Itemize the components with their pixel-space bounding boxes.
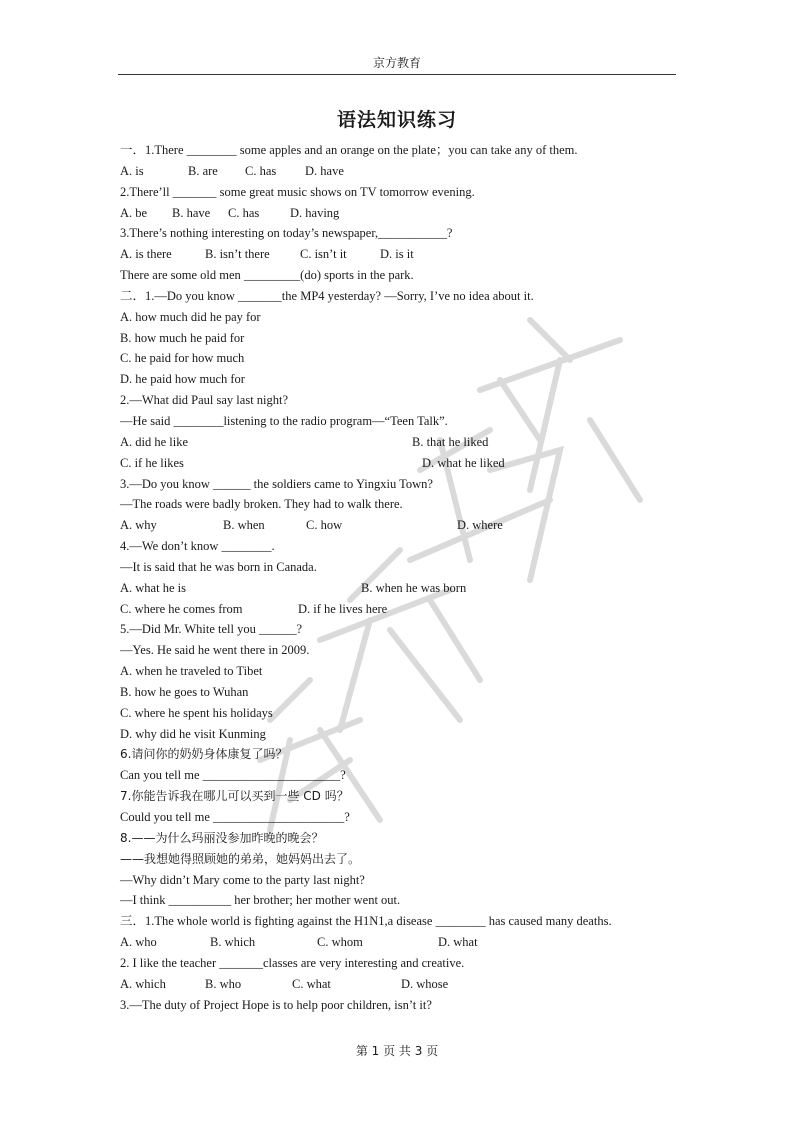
answer-option: D. where [457, 518, 503, 533]
answer-option: D. if he lives here [298, 601, 388, 616]
exercise-line [120, 578, 700, 599]
answer-option: D. have [305, 163, 344, 178]
exercise-line [120, 432, 700, 453]
exercise-line: B. how he goes to Wuhan [120, 684, 249, 699]
answer-option: D. whose [401, 976, 449, 991]
exercise-line: 6.请问你的奶奶身体康复了吗？ [120, 747, 288, 762]
answer-option: C. has [245, 163, 277, 178]
answer-option: B. which [210, 935, 256, 950]
answer-option: B. have [172, 205, 211, 220]
page-footer: 第 1 页 共 3 页 [355, 1044, 439, 1058]
exercise-line: ——我想她得照顾她的弟弟，她妈妈出去了。 [120, 851, 361, 866]
answer-option: A. did he like [120, 434, 189, 449]
page-header [118, 56, 676, 75]
exercise-line: 7.你能告诉我在哪儿可以买到一些 CD 吗？ [120, 789, 349, 804]
exercise-line: Could you tell me _____________________? [120, 810, 350, 824]
answer-option: D. having [290, 205, 340, 220]
exercise-line: 3.—Do you know ______ the soldiers came to Yingxiu Town? [120, 476, 433, 491]
answer-option: A. why [120, 518, 157, 533]
exercise-line: —Yes. He said he went there in 2009. [120, 643, 310, 658]
exercise-line [120, 161, 700, 182]
exercise-line: 4.—We don’t know ________. [120, 539, 275, 554]
exercise-line: C. he paid for how much [120, 351, 245, 366]
answer-option: B. that he liked [412, 434, 489, 449]
answer-option: C. what [292, 976, 331, 991]
answer-option: B. when he was born [361, 580, 467, 595]
exercise-line [120, 599, 700, 620]
answer-option: B. when [223, 518, 265, 533]
answer-option: A. what he is [120, 580, 186, 595]
answer-option: B. isn’t there [205, 247, 270, 262]
answer-option: A. is [120, 163, 144, 178]
page-title: 语法知识练习 [336, 109, 457, 131]
answer-option: A. who [120, 935, 157, 950]
answer-option: C. has [228, 205, 260, 220]
exercise-line: 8.——为什么玛丽没参加昨晚的晚会？ [120, 830, 324, 845]
exercise-line: C. where he spent his holidays [120, 705, 273, 720]
answer-option: C. where he comes from [120, 601, 243, 616]
exercise-line: 3.There’s nothing interesting on today’s newspaper,___________? [120, 226, 453, 241]
exercise-line [120, 203, 700, 224]
answer-option: D. what [438, 935, 478, 950]
exercise-line: D. why did he visit Kunming [120, 726, 266, 741]
answer-option: B. who [205, 976, 242, 991]
exercise-line: 2.—What did Paul say last night? [120, 393, 289, 408]
exercise-line: 二．1.—Do you know _______the MP4 yesterday? —Sorry, I’ve no idea about it. [120, 288, 534, 303]
exercise-line: 2. I like the teacher _______classes are very interesting and creative. [120, 955, 465, 970]
exercise-line: 三．1.The whole world is fighting against the H1N1,a disease ________ has caused many deaths. [120, 914, 612, 929]
exercise-line: D. he paid how much for [120, 372, 245, 387]
header-brand: 京方教育 [372, 56, 421, 70]
answer-option: C. whom [317, 935, 363, 950]
answer-option: C. isn’t it [300, 247, 347, 262]
answer-option: C. how [306, 518, 343, 533]
exercise-line [120, 515, 700, 536]
exercise-line: There are some old men _________(do) sports in the park. [120, 268, 414, 283]
exercise-body [120, 140, 700, 1015]
answer-option: D. what he liked [422, 455, 505, 470]
answer-option: A. which [120, 976, 166, 991]
exercise-line: —He said ________listening to the radio program—“Teen Talk”. [120, 413, 448, 428]
exercise-line: A. how much did he pay for [120, 309, 261, 324]
exercise-line: B. how much he paid for [120, 330, 245, 345]
answer-option: C. if he likes [120, 455, 184, 470]
exercise-line: 3.—The duty of Project Hope is to help poor children, isn’t it? [120, 997, 432, 1012]
exercise-line: —It is said that he was born in Canada. [120, 559, 317, 574]
exercise-line [120, 244, 700, 265]
exercise-line [120, 453, 700, 474]
answer-option: A. be [120, 205, 148, 220]
answer-option: B. are [188, 163, 218, 178]
exercise-line: —The roads were badly broken. They had to walk there. [120, 497, 403, 512]
exercise-line: 2.There’ll _______ some great music shows on TV tomorrow evening. [120, 184, 475, 199]
exercise-line: 一．1.There ________ some apples and an orange on the plate；you can take any of them. [120, 143, 578, 157]
exercise-line: —I think __________ her brother; her mother went out. [120, 893, 401, 908]
exercise-line: Can you tell me ______________________? [120, 768, 346, 783]
answer-option: A. is there [120, 247, 172, 262]
exercise-line [120, 974, 700, 995]
answer-option: D. is it [380, 247, 414, 262]
exercise-line: A. when he traveled to Tibet [120, 664, 263, 679]
exercise-line [120, 932, 700, 953]
exercise-line: 5.—Did Mr. White tell you ______? [120, 622, 303, 637]
exercise-line: —Why didn’t Mary come to the party last night? [120, 872, 365, 887]
